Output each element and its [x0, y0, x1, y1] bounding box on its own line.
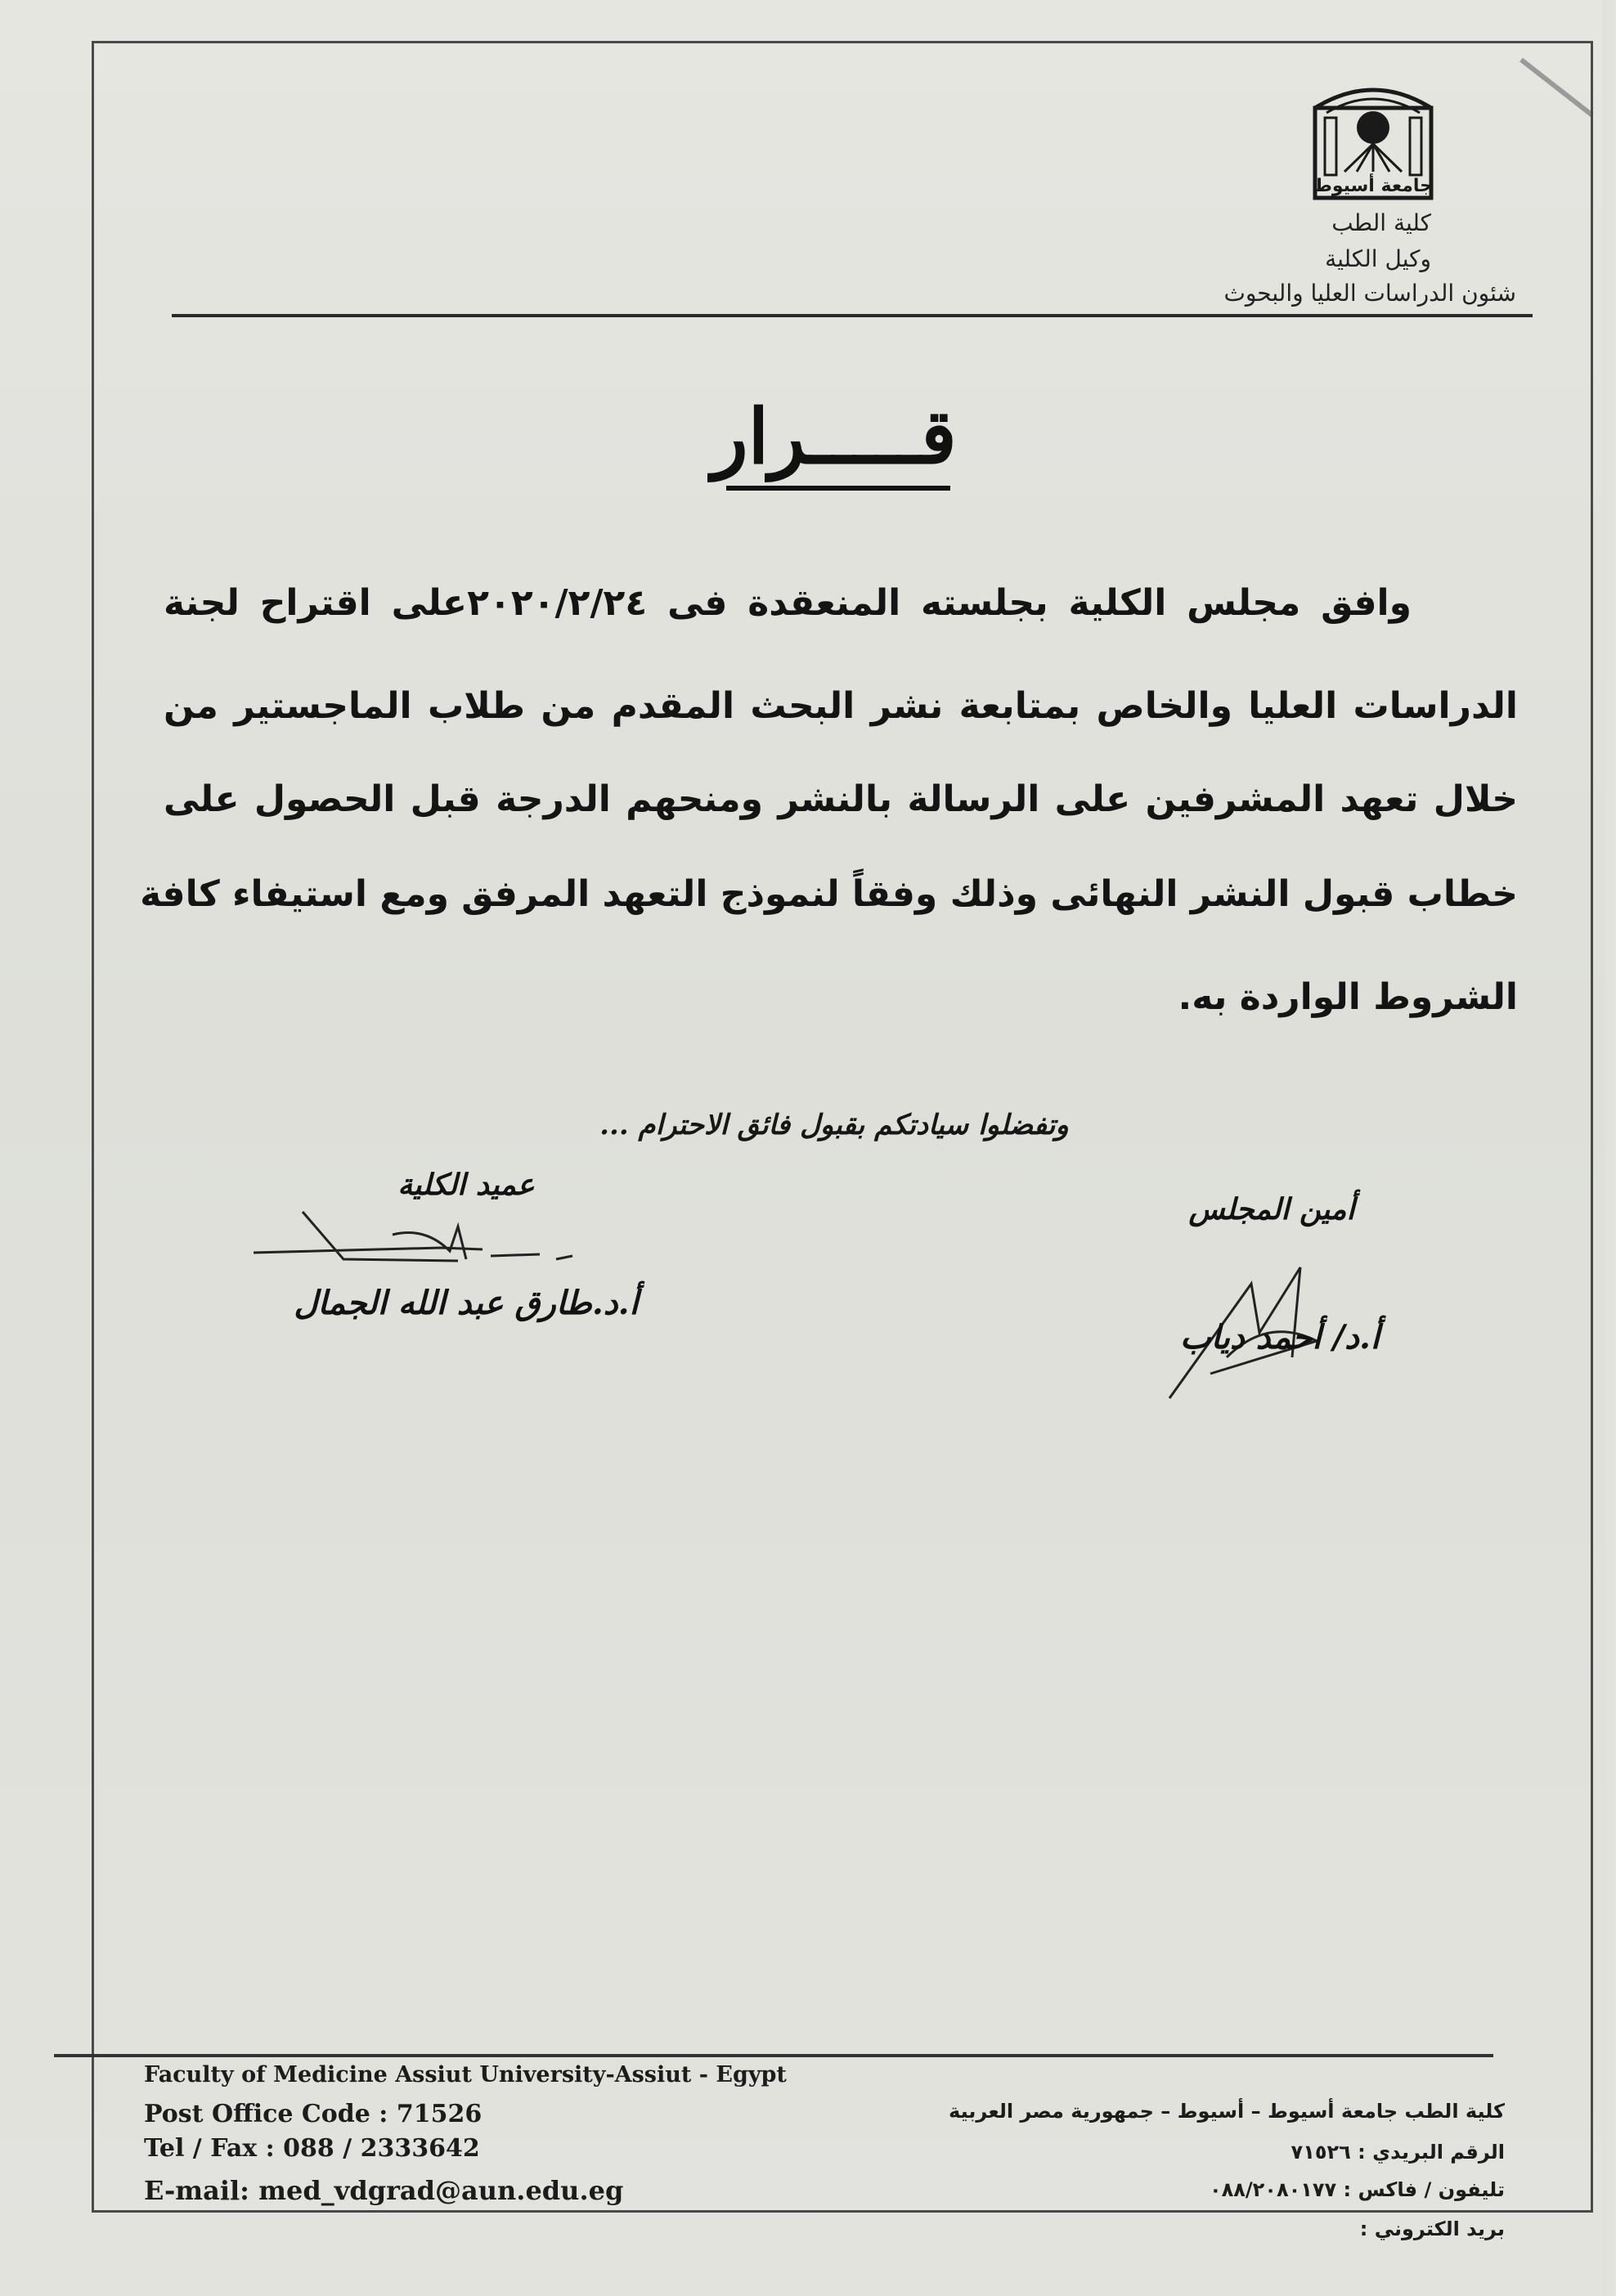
header-department: شئون الدراسات العليا والبحوث	[1223, 280, 1516, 307]
decree-title: قـــــرار	[711, 392, 957, 481]
dean-signature	[245, 1202, 622, 1292]
closing-phrase: وتفضلوا سيادتكم بقبول فائق الاحترام ...	[599, 1109, 1069, 1141]
footer-en-telfax: Tel / Fax : 088 / 2333642	[144, 2134, 480, 2163]
footer-ar-email: بريد الكتروني :	[1359, 2218, 1505, 2240]
logo-text: جامعة أسيوط	[1313, 176, 1433, 196]
body-line-5: الشروط الواردة به.	[1178, 976, 1518, 1018]
university-logo	[1312, 80, 1434, 203]
secretary-name: أ.د/ أحمد دياب	[1179, 1318, 1380, 1357]
footer-en-faculty: Faculty of Medicine Assiut University-Assiut - Egypt	[144, 2062, 787, 2087]
body-line-4: خطاب قبول النشر النهائى وذلك وفقاً لنموذج التعهد المرفق ومع استيفاء كافة	[140, 873, 1518, 915]
footer-rule	[54, 2054, 1493, 2057]
footer-en-postcode: Post Office Code : 71526	[144, 2100, 483, 2128]
body-line-3: خلال تعهد المشرفين على الرسالة بالنشر ومنحهم الدرجة قبل الحصول على	[164, 778, 1518, 820]
title-underline	[726, 486, 950, 491]
footer-ar-address: كلية الطب جامعة أسيوط – أسيوط – جمهورية مصر العربية	[949, 2100, 1505, 2123]
footer-ar-postcode: الرقم البريدي : ٧١٥٢٦	[1291, 2141, 1505, 2164]
body-line-2: الدراسات العليا والخاص بمتابعة نشر البحث المقدم من طلاب الماجستير من	[164, 685, 1518, 727]
header-rule	[172, 314, 1533, 317]
header-vice-dean: وكيل الكلية	[1325, 245, 1431, 272]
dean-title: عميد الكلية	[397, 1168, 535, 1202]
secretary-title: أمين المجلس	[1188, 1192, 1355, 1226]
footer-ar-telfax: تليفون / فاكس : ٠٨٨/٢٠٨٠١٧٧	[1209, 2178, 1505, 2201]
footer-en-email: E-mail: med_vdgrad@aun.edu.eg	[144, 2175, 624, 2206]
header-faculty: كلية الطب	[1331, 209, 1431, 236]
body-line-1: وافق مجلس الكلية بجلسته المنعقدة فى ٢٠٢٠/٢/٢٤على اقتراح لجنة	[164, 582, 1412, 624]
dean-name: أ.د.طارق عبد الله الجمال	[294, 1284, 639, 1322]
